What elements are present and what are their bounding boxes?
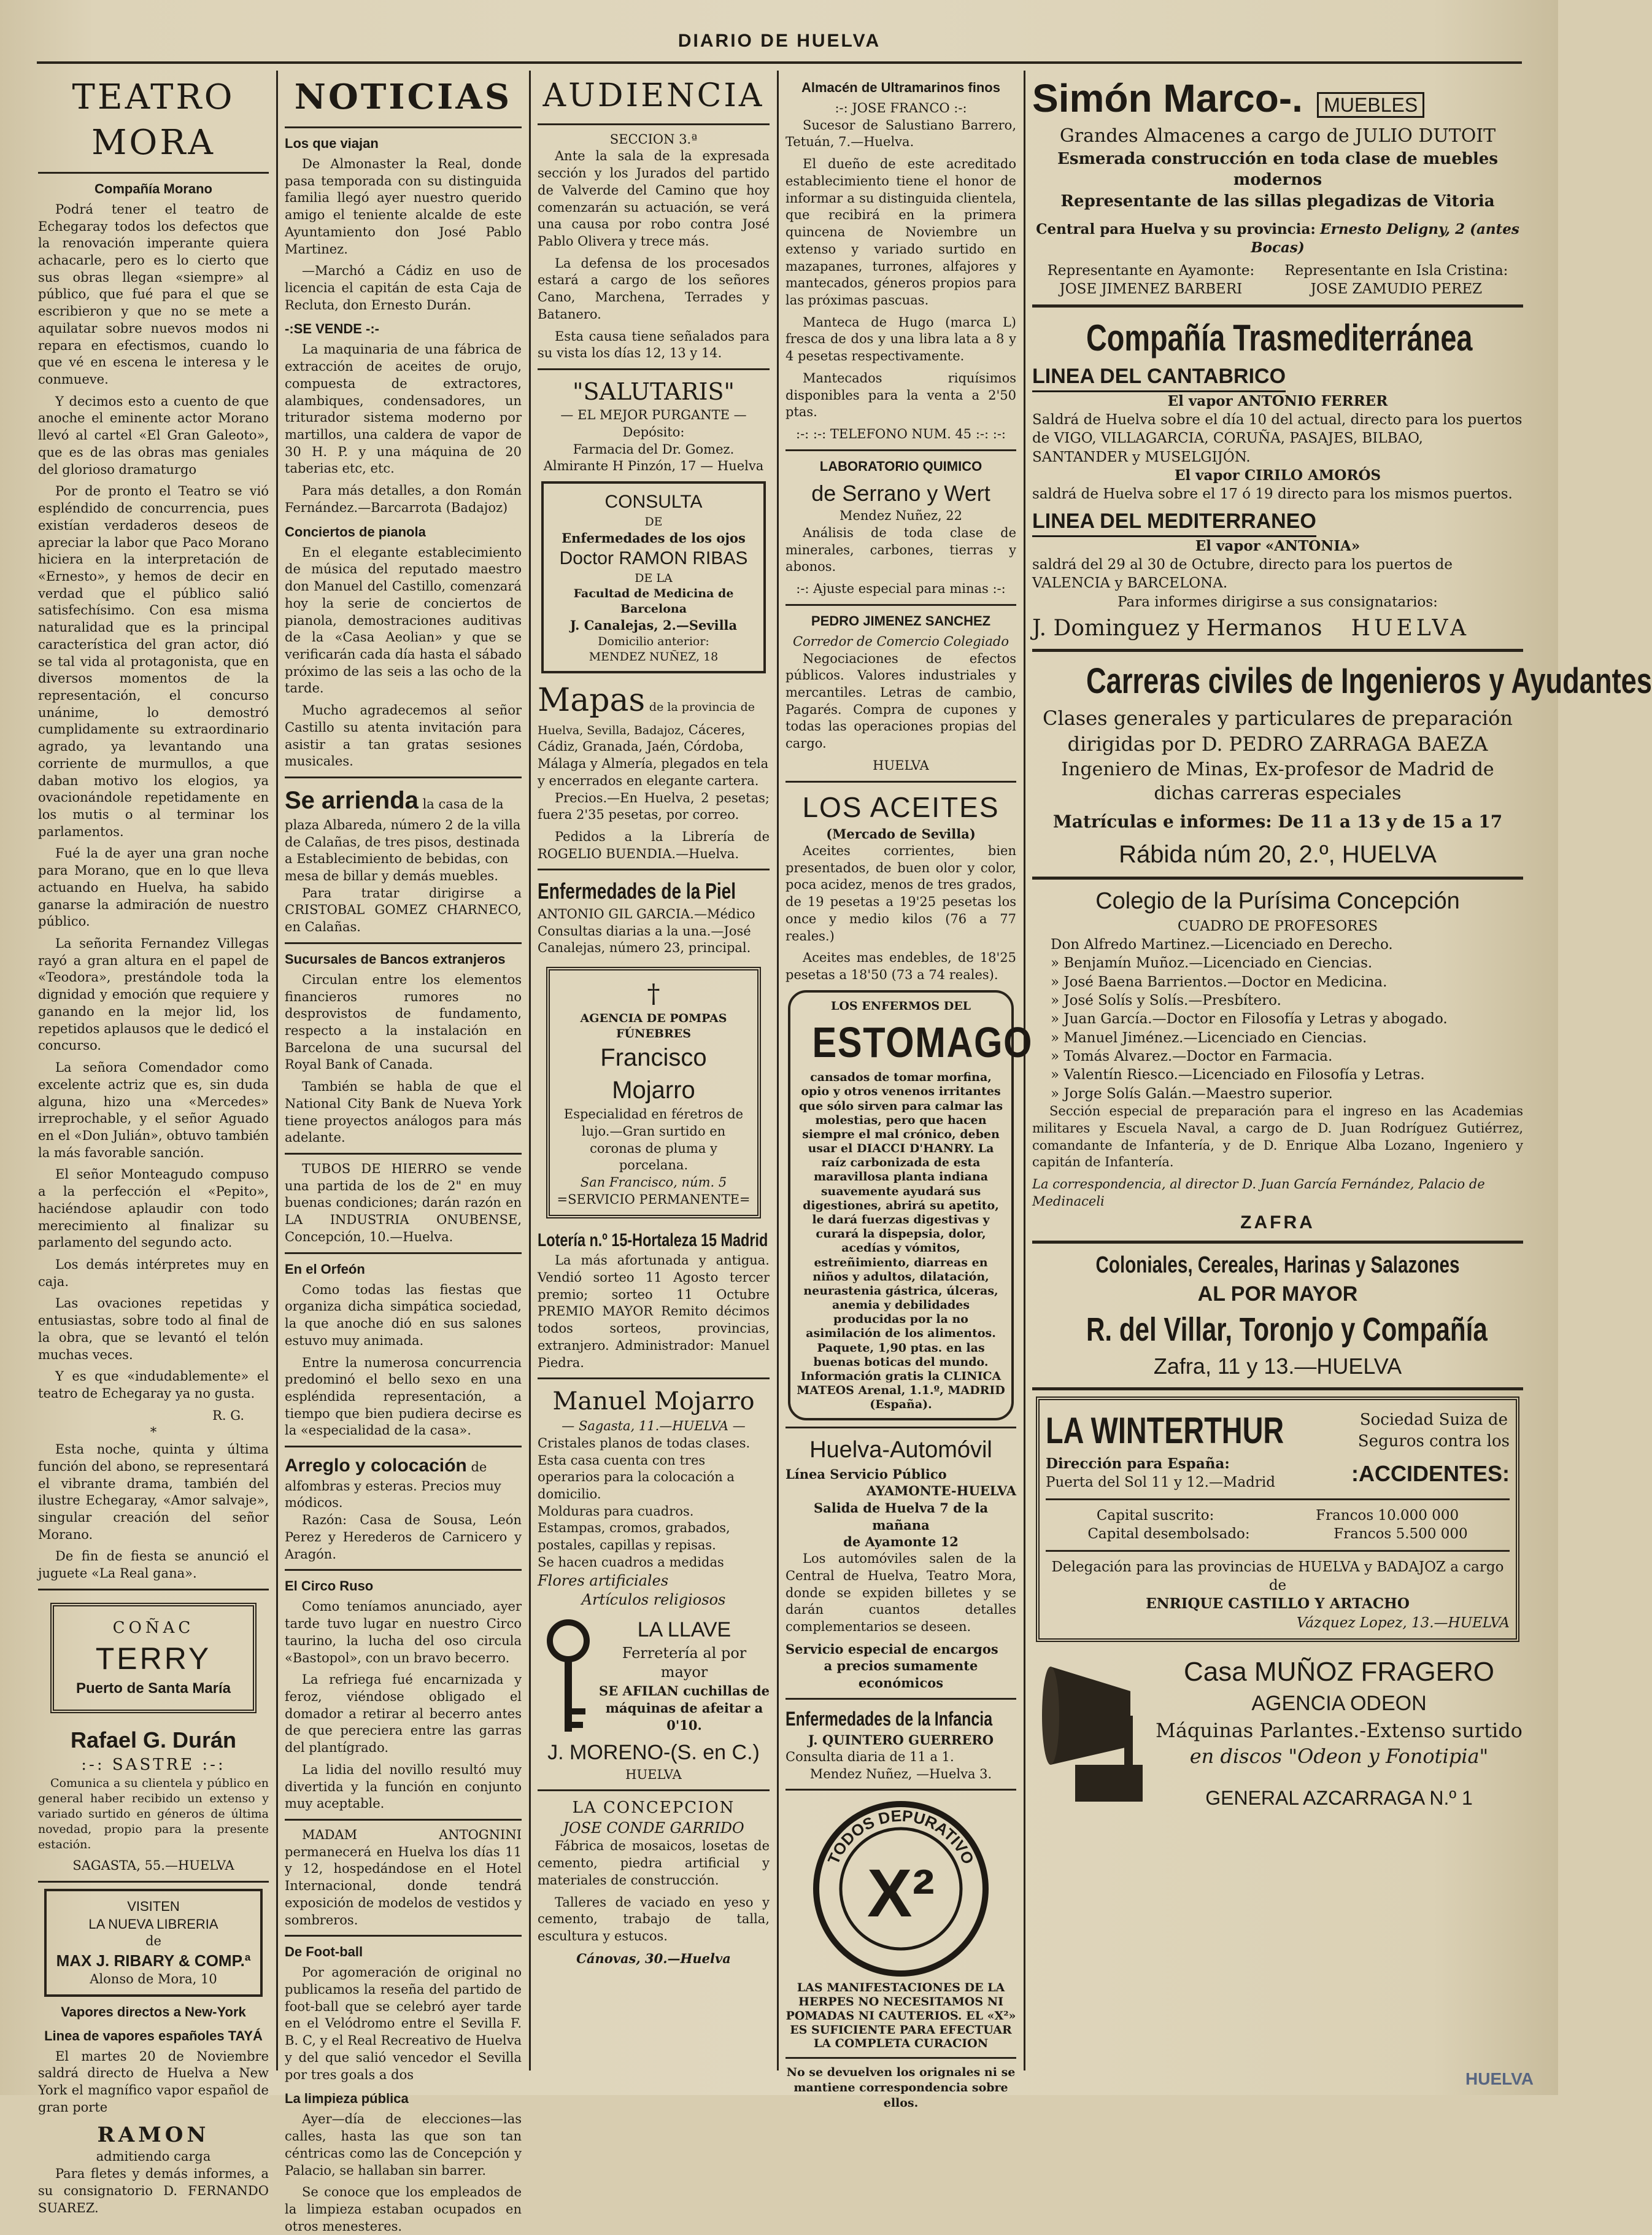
auto-heading: Huelva-Automóvil <box>809 1437 992 1463</box>
carreras-address: Rábida núm 20, 2.º, HUELVA <box>1119 840 1437 868</box>
x2-mark: X² <box>867 1856 935 1932</box>
llave-text: SE AFILAN cuchillas de máquinas de afeitar a 0'10. <box>599 1683 770 1733</box>
news-paragraph: La lidia del novillo resultó muy divertida y la función en conjunto muy aceptable. <box>285 1762 522 1811</box>
villar-line: AL POR MAYOR <box>1197 1282 1358 1306</box>
article-paragraph: El señor Monteagudo compuso a la perfección el «Pepito», haciéndose aplaudir con todo merecimiento al finalizar su parlamento del segundo acto. <box>38 1167 269 1250</box>
news-paragraph: Como todas las fiestas que organiza dicha simpática sociedad, la que anoche dió en sus salones estuvo muy animada. <box>285 1282 522 1348</box>
trasme-vessel: El vapor ANTONIO FERRER <box>1167 392 1388 409</box>
news-paragraph: En el elegante establecimiento de música del reputado maestro don Manuel del Castillo, comenzará hoy la serie de conciertos de pianola, demostraciones auditivas de la «Casa Aeolian» y que se verificarán cada día hasta el sábado próximo de las seis a las ocho de la tarde. <box>285 544 522 696</box>
loteria-ad <box>538 1228 770 1372</box>
news-heading: De Foot-ball <box>285 1944 363 1960</box>
arrienda-text: la casa de la plaza Albareda, número 2 de la villa de Calañas, de tres pisos, destinada a Establecimiento de bebidas, con mesa de billar y demás muebles. <box>285 797 521 883</box>
tubos-ad: TUBOS DE HIERRO se vende una partida de los de 2" en muy buenas condiciones; darán razón en LA INDUSTRIA ONUBENSE, Concepción, 10.—Huelva. <box>285 1161 522 1244</box>
simon-rep-name: JOSE ZAMUDIO PEREZ <box>1310 281 1483 298</box>
arreglo-ad <box>285 1454 522 1563</box>
consulta-sub: Enfermedades de los ojos <box>562 530 746 546</box>
mojarro-religiosos: Artículos religiosos <box>581 1591 726 1609</box>
almacen-text: Mantecados riquísimos disponibles para la venta a 2'50 ptas. <box>785 370 1016 420</box>
estomago-pre: LOS ENFERMOS DEL <box>830 999 971 1013</box>
munoz-sub: AGENCIA ODEON <box>1251 1692 1427 1716</box>
article-paragraph: Las ovaciones repetidas y entusiastas, sobre todo al final de la obra, que se levantó el telón muchas veces. <box>38 1296 269 1362</box>
simon-central: Central para Huelva y su provincia: <box>1036 221 1316 238</box>
libreria-line: de <box>145 1933 161 1948</box>
column-2 <box>285 72 522 2234</box>
pompas-text: Especialidad en féretros de lujo.—Gran surtido en coronas de pluma y porcelana. <box>563 1107 744 1173</box>
madam-notice: MADAM ANTOGNINI permanecerá en Huelva los días 11 y 12, hospedándose en el Hotel Internacional, donde tendrá exposición de modelos de vestidos y sombreros. <box>285 1827 522 1927</box>
consulta-domicile: Domicilio anterior: <box>598 634 709 648</box>
column-rule <box>777 71 779 2070</box>
colegio-text: Sección especial de preparación para el ingreso en las Academias militares y Escuela Naval, a cargo de D. Juan Rodríguez Gutiérrez, comandante de Infantería, y de D. Enrique Alba Lozano, Ingeniero y capitán de Infantería. <box>1032 1104 1523 1170</box>
cognac-place: Puerto de Santa María <box>75 1680 231 1697</box>
signature: R. G. <box>212 1408 244 1423</box>
simon-line: Representante de las sillas plegadizas de Vitoria <box>1060 192 1495 211</box>
arrienda-contact: Para tratar dirigirse a CRISTOBAL GOMEZ CHARNECO, en Calañas. <box>285 885 522 935</box>
separator-stars: * <box>150 1425 157 1440</box>
mojarro-flores: Flores artificiales <box>538 1571 669 1589</box>
libreria-line: VISITEN <box>127 1898 180 1914</box>
infancia-name: J. QUINTERO GUERRERO <box>808 1732 994 1748</box>
pedro-text: Negociaciones de efectos públicos. Valores industriales y mercantiles. Letras de cambio, Pagarés. Compra de cupones y todas las operaciones propias del cargo. <box>785 651 1016 751</box>
teacher-item: Don Alfredo Martinez.—Licenciado en Derecho. <box>1051 936 1393 953</box>
mapas-ad <box>538 680 770 862</box>
colegio-ad <box>1032 886 1523 1234</box>
loteria-text: La más afortunada y antigua. Vendió sorteo 11 Agosto tercer premio; sorteo 11 Octubre PREMIO MAYOR Remito décimos todos sorteos, provincias, extranjero. Administrador: Manuel Piedra. <box>538 1253 770 1370</box>
piel-doctor: ANTONIO GIL GARCIA.—Médico <box>538 906 755 921</box>
news-heading: Conciertos de pianola <box>285 524 426 540</box>
vapores-subheading: Linea de vapores españoles TAYÁ <box>44 2028 263 2043</box>
capital-value: Francos 5.500 000 <box>1334 1526 1468 1543</box>
villar-name: R. del Villar, Toronjo y Compañía <box>1086 1311 1488 1349</box>
vapores-ad <box>38 2003 269 2217</box>
almacen-telephone: :-: :-: TELEFONO NUM. 45 :-: :-: <box>796 426 1006 441</box>
news-heading: La limpieza pública <box>285 2091 409 2107</box>
vapores-heading: Vapores directos a New-York <box>61 2004 246 2020</box>
article-paragraph: Fué la de ayer una gran noche para Morano, que en lo que lleva actuando en Huelva, ha sabido ganarse la admiración de nuestro público. <box>38 846 269 929</box>
pedro-name: PEDRO JIMENEZ SANCHEZ <box>811 613 991 629</box>
archive-stamp: HUELVA <box>1465 2069 1534 2088</box>
mojarro-item: Estampas, cromos, grabados, postales, capillas y repisas. <box>538 1520 730 1553</box>
aceites-text: Aceites corrientes, bien presentados, de buen olor y color, poca acidez, menos de tres grados, de 19 pesetas a 19'25 pesetas los once y medio kilos (76 a 77 reales.) <box>785 843 1016 943</box>
news-paragraph: También se habla de que el National City Bank de Nueva York tiene proyectos análogos para más adelante. <box>285 1079 522 1145</box>
capital-label: Capital desembolsado: <box>1087 1526 1250 1543</box>
mojarro-ad <box>538 1385 770 1610</box>
news-paragraph: Ayer—día de elecciones—las calles, hasta las que son tan céntricas como las de Concepción y Palacio, se hallaban sin barrer. <box>285 2112 522 2178</box>
automovil-ad <box>785 1435 1016 1692</box>
pedro-ad <box>785 612 1016 775</box>
audiencia-title: AUDIENCIA <box>542 77 765 114</box>
piel-hours: Consultas diarias a la una.—José Canalejas, número 23, principal. <box>538 923 751 956</box>
salutaris-depot: Depósito: <box>622 424 685 440</box>
winterthur-direction-address: Puerta del Sol 11 y 12.—Madrid <box>1046 1474 1275 1491</box>
teacher-item: » Benjamín Muñoz.—Licenciado en Ciencias. <box>1051 955 1373 972</box>
winterthur-address: Vázquez Lopez, 13.—HUELVA <box>1296 1614 1510 1631</box>
consulta-heading: CONSULTA <box>604 492 703 512</box>
concepcion-address: Cánovas, 30.—Huelva <box>576 1950 731 1966</box>
consulta-doctor: Doctor RAMON RIBAS <box>559 548 748 569</box>
pompas-name: Francisco Mojarro <box>600 1044 707 1104</box>
article-paragraph: Y decimos esto a cuento de que anoche el eminente actor Morano llevó al cartel «El Gran Galeoto», que es de las obras mas geniales del glorioso dramaturgo <box>38 393 269 477</box>
teacher-item: » Manuel Jiménez.—Licenciado en Ciencias. <box>1051 1029 1367 1046</box>
masthead: DIARIO DE HUELVA <box>677 31 881 51</box>
simon-central-address: Ernesto Deligny, 2 (antes Bocas) <box>1251 221 1519 257</box>
concepcion-text: Fábrica de mosaicos, losetas de cemento, piedra artificial y materiales de construcción. <box>538 1838 770 1888</box>
mapas-orders: Pedidos a la Librería de ROGELIO BUENDIA.—Huelva. <box>538 829 770 861</box>
auto-service: Servicio especial de encargos <box>785 1641 998 1657</box>
concepcion-text: Talleres de vaciado en yeso y cemento, trabajo de talla, escultura y estucos. <box>538 1894 770 1944</box>
news-paragraph: Como teníamos anunciado, ayer tarde tuvo lugar en nuestro Circo taurino, la lucha del oso circula «Bastopol», con un bravo becerro. <box>285 1599 522 1665</box>
trasme-text: Saldrá de Huelva sobre el día 10 del actual, directo para los puertos de VIGO, VILLAGARCIA, CORUÑA, PASAJES, BILBAO, SANTANDER y MUSELGIJÓN. <box>1032 411 1523 465</box>
news-heading: El Circo Ruso <box>285 1578 374 1594</box>
mojarro-item: Cristales planos de todas clases. <box>538 1435 751 1451</box>
concepcion-name: JOSE CONDE GARRIDO <box>563 1819 744 1837</box>
consulta-address: J. Canalejas, 2.—Sevilla <box>569 618 738 633</box>
duran-text: Comunica a su clientela y público en general haber recibido un extenso y variado surtido en géneros de última novedad, propio para la presente estación. <box>38 1776 269 1852</box>
simon-rep-name: JOSE JIMENEZ BARBERI <box>1059 281 1243 298</box>
column-1 <box>38 72 269 2215</box>
news-paragraph: Entre la numerosa concurrencia predominó el bello sexo en una espléndida representación, a tiempo que bien pudiera decirse es la «especialidad de la casa». <box>285 1355 522 1438</box>
news-paragraph: De Almonaster la Real, donde pasa temporada con su distinguida familia llegó ayer nuestro querido amigo el teniente alcalde de este Ayuntamiento don José Pablo Martinez. <box>285 156 522 257</box>
news-paragraph: Circulan entre los elementos financieros rumores no desprovistos de fundamento, respecto a la instalación en Barcelona de una sucursal del Royal Bank of Canada. <box>285 972 522 1072</box>
munoz-line: en discos "Odeon y Fonotipia" <box>1189 1745 1489 1768</box>
carreras-heading: Carreras civiles de Ingenieros y Ayudantes <box>1086 661 1652 702</box>
cognac-label: COÑAC <box>112 1618 195 1637</box>
lab-name: de Serrano y Wert <box>811 480 990 506</box>
article-paragraph: Por de pronto el Teatro se vió espléndido de concurrencia, pues existían verdaderos deseos de apreciar la labor que Paco Morano hiciera en la interpretación de «Ernesto», y hemos de decir en verdad que el público salió satisfechísimo. Con esa misma naturalidad que es la principal característica del gran actor, dió se tal vida al protagonista, que en diversos momentos de la representación, el concurso unánime, lo demostró cumplidamente su extraordinario agrado, ya levantando una corriente de murmullos, a que daban motivo los elogios, ya ovacionándole repetidamente en los mutis o al terminar los parlamentos. <box>38 484 269 839</box>
libreria-address: Alonso de Mora, 10 <box>90 1971 217 1986</box>
salutaris-ad <box>538 376 770 475</box>
article-paragraph: La señora Comendador como excelente actriz que es, sin duda alguna, hizo una «Mercedes» irreprochable, y el señor Aguado en el «Don Julián», obtuvo también la más favorable sanción. <box>38 1060 269 1160</box>
vapores-contact: Para fletes y demás informes, a su consignatorio D. FERNANDO SUAREZ. <box>38 2166 269 2215</box>
news-paragraph: La refriega fué encarnizada y feroz, viéndose obligado el domador a retirar al becerro antes de que pereciera entre las garras del plantígrado. <box>285 1672 522 1756</box>
x2-text: LAS MANIFESTACIONES DE LA HERPES NO NECESITAMOS NI POMADAS NI CAUTERIOS. EL «X²» ES SUFICIENTE PARA EFECTUAR LA COMPLETA CURACION <box>785 1981 1016 2051</box>
lab-address: Mendez Nuñez, 22 <box>839 508 963 524</box>
key-icon <box>544 1616 593 1739</box>
cognac-ad <box>50 1603 257 1713</box>
infancia-ad <box>785 1706 1016 1783</box>
colegio-heading: Colegio de la Purísima Concepción <box>1095 888 1460 915</box>
infancia-heading: Enfermedades de la Infancia <box>785 1707 993 1730</box>
simon-line: Grandes Almacenes a cargo de JULIO DUTOIT <box>1059 125 1496 147</box>
lab-note: :-: Ajuste especial para minas :-: <box>796 581 1006 597</box>
colegio-sub: CUADRO DE PROFESORES <box>1177 918 1378 934</box>
trasme-text: saldrá del 29 al 30 de Octubre, directo para los puertos de VALENCIA y BARCELONA. <box>1032 556 1453 592</box>
simon-name: Simón Marco-. <box>1032 76 1303 120</box>
capital-label: Capital suscrito: <box>1096 1507 1214 1524</box>
winterthur-side: Seguros contra los <box>1357 1431 1510 1451</box>
auto-line: Línea Servicio Público <box>785 1466 947 1482</box>
gramophone-icon <box>1038 1654 1143 1808</box>
mojarro-item: Se hacen cuadros a medidas <box>538 1554 724 1570</box>
x2-seal-icon <box>809 1797 993 1981</box>
aceites-text: Aceites mas endebles, de 18'25 pesetas a 18'50 (73 a 74 reales). <box>785 950 1016 983</box>
auto-service: a precios sumamente económicos <box>824 1658 978 1691</box>
news-heading: -:SE VENDE -:- <box>285 321 379 337</box>
auto-departure: Salida de Huelva 7 de la mañana <box>813 1500 989 1533</box>
column-5 <box>1032 72 1652 2070</box>
winterthur-direction: Dirección para España: <box>1046 1455 1230 1473</box>
winterthur-delegate: ENRIQUE CASTILLO Y ARTACHO <box>1146 1595 1410 1613</box>
laboratorio-ad <box>785 457 1016 598</box>
trasme-vessel: El vapor CIRILO AMORÓS <box>1174 467 1381 484</box>
audiencia-paragraph: Esta causa tiene señalados para su vista los días 12, 13 y 14. <box>538 328 770 361</box>
pedro-role: Corredor de Comercio Colegiado <box>792 633 1009 649</box>
carreras-ad <box>1032 658 1652 870</box>
trasme-city: HUELVA <box>1351 615 1470 641</box>
news-heading: Los que viajan <box>285 135 379 151</box>
munoz-address: GENERAL AZCARRAGA N.º 1 <box>1205 1787 1473 1810</box>
aceites-heading: LOS ACEITES <box>802 791 1000 823</box>
article-paragraph: Y es que «indudablemente» el teatro de Echegaray ya no gusta. <box>38 1369 269 1401</box>
vapores-cargo: admitiendo carga <box>96 2149 211 2164</box>
news-paragraph: Para más detalles, a don Román Fernández.—Barcarrota (Badajoz) <box>285 483 522 515</box>
villar-line: Coloniales, Cereales, Harinas y Salazones <box>1095 1252 1460 1279</box>
arrienda-ad <box>285 784 522 936</box>
arreglo-text: Razón: Casa de Sousa, León Perez y Herederos de Carnicero y Aragón. <box>285 1513 522 1562</box>
pompas-agency: AGENCIA DE POMPAS FÚNEBRES <box>580 1011 727 1040</box>
loteria-heading: Lotería n.º 15-Hortaleza 15 Madrid <box>538 1230 768 1250</box>
column-rule <box>529 71 531 2070</box>
salutaris-address: Almirante H Pinzón, 17 — Huelva <box>543 459 764 474</box>
piel-heading: Enfermedades de la Piel <box>538 878 736 904</box>
audiencia-paragraph: La defensa de los procesados estará a cargo de los señores Cano, Marchena, Terrades y Batanero. <box>538 255 770 322</box>
mojarro-item: Molduras para cuadros. <box>538 1503 694 1519</box>
infancia-hours: Consulta diaria de 11 a 1. <box>785 1749 954 1764</box>
llave-sub: Ferretería al por mayor <box>622 1644 747 1681</box>
capital-value: Francos 10.000 000 <box>1316 1507 1459 1524</box>
news-paragraph: —Marchó a Cádiz en uso de licencia el capitán de esta Caja de Recluta, don Ernesto Durán. <box>285 263 522 312</box>
editor-note: No se devuelven los orignales ni se mantiene correspondencia sobre ellos. <box>786 2066 1016 2110</box>
duran-name: Rafael G. Durán <box>70 1727 237 1753</box>
column-4 <box>785 72 1033 2110</box>
trasmediterranea-ad <box>1032 314 1523 643</box>
simon-rep: Representante en Ayamonte: <box>1047 262 1255 279</box>
column-rule <box>1024 71 1025 2070</box>
duran-ad <box>38 1726 269 1875</box>
teacher-item: » Jorge Solís Galán.—Maestro superior. <box>1051 1085 1333 1102</box>
auto-text: Los automóviles salen de la Central de Huelva, Teatro Mora, donde se expiden billetes y se darán cuantos detalles complementarios se deseen. <box>785 1551 1016 1635</box>
teacher-item: » Tomás Alvarez.—Doctor en Farmacia. <box>1051 1048 1333 1065</box>
winterthur-ad <box>1036 1396 1519 1642</box>
winterthur-name: LA WINTERTHUR <box>1046 1409 1284 1451</box>
audiencia-paragraph: Ante la sala de la expresada sección y los Jurados del partido de Valverde del Camino que hoy comenzarán su actuación, se verá una causa por robo contra José Pablo Olivera y trece más. <box>538 149 770 249</box>
news-heading: En el Orfeón <box>285 1261 365 1277</box>
munoz-fragero-ad <box>1032 1648 1523 1820</box>
llave-name: LA LLAVE <box>637 1617 731 1641</box>
trasme-text: saldrá de Huelva sobre el 17 ó 19 directo para los mismos puertos. <box>1032 486 1513 503</box>
libreria-line: LA NUEVA LIBRERIA <box>88 1916 218 1932</box>
pompas-ad <box>546 967 761 1218</box>
salutaris-pharmacy: Farmacia del Dr. Gomez. <box>573 441 735 457</box>
mojarro-name: Manuel Mojarro <box>552 1387 755 1416</box>
cross-icon: † <box>647 978 660 1009</box>
teatro-mora-title: TEATRO MORA <box>72 77 235 163</box>
colegio-city: ZAFRA <box>1240 1212 1315 1233</box>
consulta-dela: DE LA <box>635 571 673 585</box>
news-paragraph: Mucho agradecemos al señor Castillo su atenta invitación para asistir a tan gratas sesiones musicales. <box>285 703 522 769</box>
news-paragraph: Por agomeración de original no publicamos la reseña del partido de foot-ball que se celebró ayer tarde en el Velódromo entre el Sevilla F. B. C, y el Real Recreativo de Huelva y del que salió vencedor el Sevilla por tres goals a dos <box>285 1965 522 2082</box>
teacher-item: » Valentín Riesco.—Licenciado en Filosofía y Letras. <box>1051 1067 1425 1083</box>
arrienda-heading: Se arrienda <box>285 787 419 814</box>
llave-owner: J. MORENO-(S. en C.) <box>547 1740 760 1764</box>
x2-ad <box>785 1797 1016 2111</box>
estomago-ad <box>788 990 1033 1421</box>
lab-text: Análisis de toda clase de minerales, carbones, tierras y abonos. <box>785 525 1016 575</box>
trasme-consignee: J. Dominguez y Hermanos <box>1032 615 1322 641</box>
carreras-text: Clases generales y particulares de preparación dirigidas por D. PEDRO ZARRAGA BAEZA <box>1042 707 1513 756</box>
munoz-line: Máquinas Parlantes.-Extenso surtido <box>1156 1718 1523 1742</box>
article-paragraph: La señorita Fernandez Villegas rayó a gran altura en el papel de «Teodora», prestándole toda la dignidad y emoción que requiere y ganando en la mejor lid, los repetidos aplausos que le dedicó el concurso. <box>38 936 269 1053</box>
aceites-article <box>785 789 1016 984</box>
mojarro-item: Esta casa cuenta con tres operarios para la colocación a domicilio. <box>538 1452 735 1501</box>
villar-ad <box>1032 1250 1523 1381</box>
article-paragraph: Esta noche, quinta y última función del abono, se representará el vibrante drama, también del ilustre Echegaray, «Amor salvaje», singular creación del señor Morano. <box>38 1442 269 1542</box>
article-paragraph: De fin de fiesta se anunció el juguete «La Real gana». <box>38 1549 269 1581</box>
audiencia-section: SECCION 3.ª <box>609 131 698 147</box>
lab-heading: LABORATORIO QUIMICO <box>819 458 982 474</box>
consulta-ad <box>541 481 766 673</box>
column-3 <box>538 72 770 2070</box>
news-paragraph: Se conoce que los empleados de la limpieza estaban ocupados en otros menesteres. <box>285 2185 522 2234</box>
company-heading: Compañía Morano <box>95 180 212 196</box>
pedro-city: HUELVA <box>873 757 929 773</box>
winterthur-accidentes: :ACCIDENTES: <box>1351 1460 1510 1486</box>
almacen-name: :-: JOSE FRANCO :-: <box>835 101 967 116</box>
cognac-brand: TERRY <box>95 1641 212 1676</box>
mapas-side: de la provincia de Huelva, Sevilla, Badajoz, <box>538 700 755 737</box>
consulta-domicile-address: MENDEZ NUÑEZ, 18 <box>589 650 719 664</box>
news-paragraph: La maquinaria de una fábrica de extracción de aceites de orujo, compuesta de extractores, alambiques, condensadores, un triturador sistema moderno por martillos, una caldera de vapor de 30 H. P. y una máquina de 20 taberias etc, etc. <box>285 342 522 476</box>
trasme-heading: Compañía Trasmediterránea <box>1086 317 1473 359</box>
consulta-de: DE <box>644 514 663 529</box>
colegio-correspondence: La correspondencia, al director D. Juan García Fernández, Palacio de Medinaceli <box>1032 1177 1485 1209</box>
libreria-ad <box>44 1889 263 1997</box>
arreglo-tail: de alfombras y esteras. Precios muy módicos. <box>285 1460 501 1511</box>
masthead-rule <box>37 61 1522 64</box>
almacen-ad <box>785 79 1016 443</box>
vapores-text: El martes 20 de Noviembre saldrá directo de Huelva a New York el magnífico vapor español de gran porte <box>38 2048 269 2115</box>
simon-rep: Representante en Isla Cristina: <box>1284 262 1508 279</box>
news-heading: Sucursales de Bancos extranjeros <box>285 951 506 967</box>
almacen-text: El dueño de este acreditado establecimiento tiene el honor de informar a su distinguida clientela, que recibirá en la primera quincena de Noviembre un extenso y variado surtido en mazapanes, turrones, alfajores y mantecados, géneros propios para las próximas pascuas. <box>785 157 1016 308</box>
estomago-heading: ESTOMAGO <box>812 1018 1033 1066</box>
llave-city: HUELVA <box>625 1767 682 1782</box>
concepcion-ad <box>538 1797 770 1967</box>
pompas-address: San Francisco, núm. 5 <box>580 1175 727 1190</box>
auto-departure: de Ayamonte 12 <box>843 1534 959 1550</box>
duran-trade: :-: SASTRE :-: <box>81 1756 226 1775</box>
infancia-address: Mendez Nuñez, —Huelva 3. <box>809 1766 992 1781</box>
mojarro-address: — Sagasta, 11.—HUELVA — <box>562 1419 746 1434</box>
carreras-text: Ingeniero de Minas, Ex-profesor de Madrid de dichas carreras especiales <box>1061 758 1494 805</box>
pompas-service: =SERVICIO PERMANENTE= <box>557 1191 751 1207</box>
winterthur-delegation: Delegación para las provincias de HUELVA y BADAJOZ a cargo de <box>1051 1559 1504 1594</box>
almacen-heading: Almacén de Ultramarinos finos <box>801 80 1000 95</box>
salutaris-sub: — EL MEJOR PURGANTE — <box>560 408 747 423</box>
article-paragraph: Los demás intérpretes muy en caja. <box>38 1257 269 1289</box>
piel-ad <box>538 877 770 957</box>
arreglo-heading: Arreglo y colocación <box>285 1455 467 1476</box>
winterthur-side: Sociedad Suiza de <box>1359 1411 1508 1430</box>
llave-ad <box>538 1616 770 1739</box>
ship-name: RAMON <box>97 2122 210 2147</box>
column-rule <box>276 71 278 2070</box>
simon-tag: MUEBLES <box>1317 92 1424 118</box>
trasme-info: Para informes dirigirse a sus consignatarios: <box>1117 594 1438 610</box>
teacher-item: » José Solís y Solís.—Presbítero. <box>1051 993 1281 1009</box>
teacher-item: » Juan García.—Doctor en Filosofía y Letras y abogado. <box>1051 1011 1448 1028</box>
almacen-text: Manteca de Hugo (marca L) fresca de dos y una libra lata a 8 y 4 pesetas respectivamente. <box>785 314 1016 364</box>
almacen-text: Sucesor de Salustiano Barrero, Tetuán, 7.—Huelva. <box>785 117 1016 150</box>
trasme-line-mediterraneo: LINEA DEL MEDITERRANEO <box>1032 508 1316 537</box>
duran-address: SAGASTA, 55.—HUELVA <box>72 1858 234 1873</box>
aceites-sub: (Mercado de Sevilla) <box>826 826 976 842</box>
villar-address: Zafra, 11 y 13.—HUELVA <box>1153 1354 1402 1379</box>
estomago-text: cansados de tomar morfina, opio y otros venenos irritantes que sólo sirven para calmar las molestias, pero que hacen siempre el mal crónico, deben usar el DIACCI D'HANRY. La raíz carbonizada de esta maravillosa planta indiana suavemente ayudará sus digestiones, abrirá su apetito, le dará fuerzas digestivas y curará la dispepsia, dolor, acedías y vómitos, estreñimiento, diarreas en niños y adultos, dilatación, neurastenia gástrica, úlceras, anemia y debilidades producidas por la no asimilación de los alimentos. Paquete, 1,90 ptas. en las buenas boticas del mundo. Información gratis la CLINICA MATEOS Arenal, 1.1.º, MADRID (España). <box>797 1071 1005 1412</box>
trasme-line-cantabrico: LINEA DEL CANTABRICO <box>1032 363 1286 392</box>
trasme-vessel: El vapor «ANTONIA» <box>1195 537 1361 554</box>
salutaris-name: "SALUTARIS" <box>573 378 735 405</box>
mapas-text: Cáceres, Cádiz, Granada, Jaén, Córdoba, Málaga y Almería, plegados en tela y encerrados en elegante cartera. <box>538 722 769 788</box>
mapas-prices: Precios.—En Huelva, 2 pesetas; fuera 2'35 pesetas, por correo. <box>538 790 770 823</box>
simon-line: Esmerada construcción en toda clase de muebles modernos <box>1057 150 1498 190</box>
auto-route: AYAMONTE-HUELVA <box>866 1483 1016 1499</box>
concepcion-heading: LA CONCEPCION <box>572 1799 735 1818</box>
carreras-hours: Matrículas e informes: De 11 a 13 y de 15 a 17 <box>1052 811 1503 832</box>
munoz-name: Casa MUÑOZ FRAGERO <box>1183 1656 1495 1687</box>
article-paragraph: Podrá tener el teatro de Echegaray todos los defectos que la renovación imperante quiera achacarle, pero es lo cierto que sus obras llegan «siempre» al público, que fué para el que se escribieron y que no se mete a aquilatar sobre nuevos modos ni repara en efectismos, cuando lo que vé en escena le interesa y le conmueve. <box>38 201 269 387</box>
simon-marco-ad <box>1032 72 1523 298</box>
x2-ring-text: TODOS DEPURATIVO <box>824 1807 978 1867</box>
mapas-heading: Mapas <box>538 682 646 719</box>
noticias-title: NOTICIAS <box>294 77 512 117</box>
teacher-item: » José Baena Barrientos.—Doctor en Medicina. <box>1051 974 1388 990</box>
libreria-name: MAX J. RIBARY & COMP.ª <box>56 1951 251 1970</box>
consulta-faculty: Facultad de Medicina de Barcelona <box>573 587 734 616</box>
